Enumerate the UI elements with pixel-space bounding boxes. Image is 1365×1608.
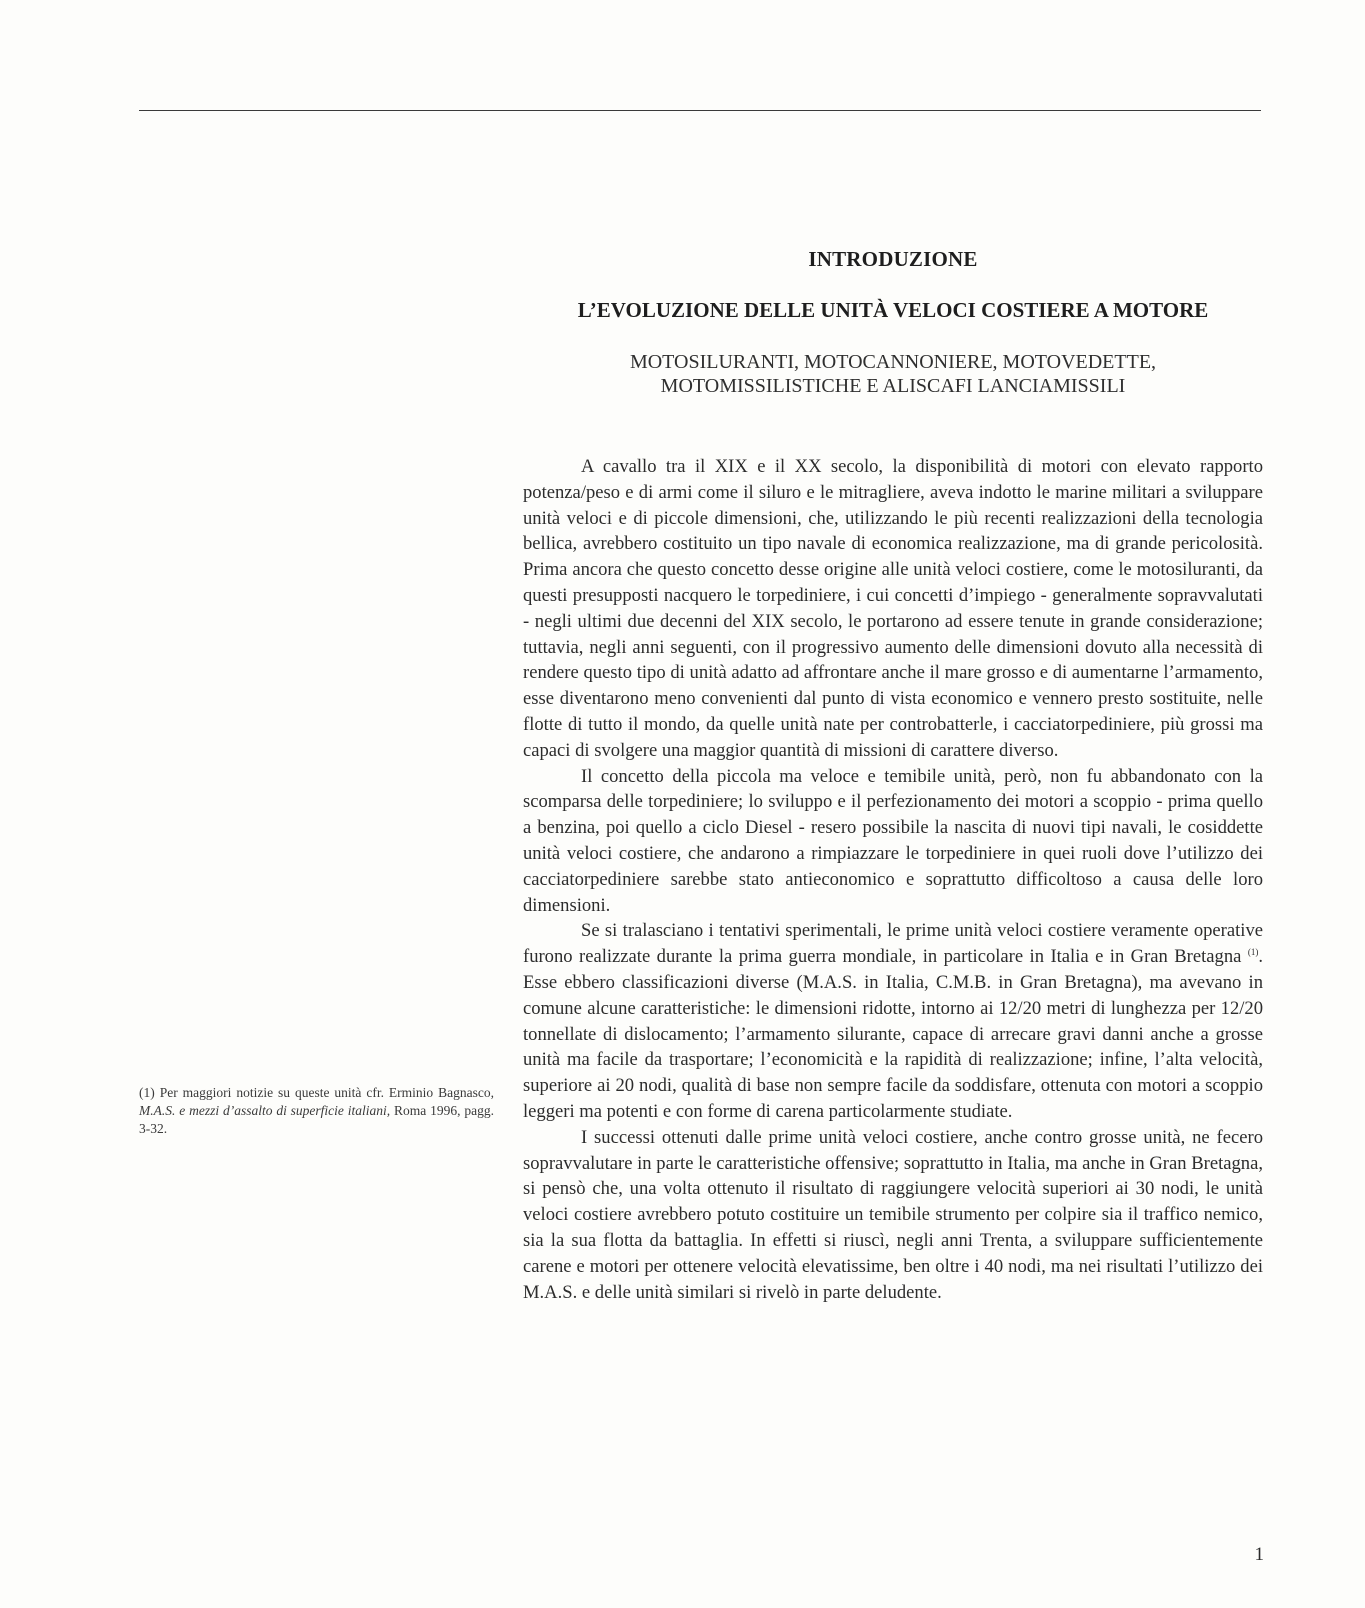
chapter-subtitle: L’EVOLUZIONE DELLE UNITÀ VELOCI COSTIERE A MOTORE <box>577 298 1209 322</box>
body-text <box>523 454 1263 1305</box>
footnote-suffix: Roma 1996, pagg. 3-32. <box>139 1103 494 1136</box>
paragraph-3-end: . Esse ebbero classificazioni diverse (M.A.S. in Italia, C.M.B. in Gran Bretagna), ma avevano in comune alcune caratteristiche: le dimensioni ridotte, intorno ai 12/20 metri di lunghezza per 12/20 tonnellate di dislocamento; l’armamento silurante, capace di arrecare gravi danni anche a grosse unità ma facile da trasportare; l’economicità e la rapidità di realizzazione; infine, l’alta velocità, superiore ai 20 nodi, qualità di base non sempre facile da soddisfare, ottenuta con motori a scoppio leggeri ma potenti e con forme di carena particolarmente studiate. <box>523 946 1264 1122</box>
footnote-reference: (1) <box>1247 947 1259 958</box>
subheading-line-1: MOTOSILURANTI, MOTOCANNONIERE, MOTOVEDETTE, <box>629 351 1157 373</box>
footnote-book-title: M.A.S. e mezzi d’assalto di superficie italiani, <box>139 1103 391 1118</box>
paragraph-3-start: Se si tralasciano i tentativi sperimentali, le prime unità veloci costiere veramente operative furono realizzate durante la prima guerra mondiale, in particolare in Italia e in Gran Bretagna <box>523 920 1263 968</box>
subheading-line-2: MOTOMISSILISTICHE E ALISCAFI LANCIAMISSILI <box>660 375 1126 397</box>
paragraph-1: A cavallo tra il XIX e il XX secolo, la disponibilità di motori con elevato rapporto potenza/peso e di armi come il siluro e le mitragliere, aveva indotto le marine militari a sviluppare unità veloci e di piccole dimensioni, che, utilizzando le più recenti realizzazioni della tecnologia bellica, avrebbero costituito un tipo navale di economica realizzazione, ma di grande pericolosità. Prima ancora che questo concetto desse origine alle unità veloci costiere, come le motosiluranti, da questi presupposti nacquero le torpediniere, i cui concetti d’impiego - generalmente sopravvalutati - negli ultimi due decenni del XIX secolo, le portarono ad essere tenute in grande considerazione; tuttavia, negli anni seguenti, con il progressivo aumento delle dimensioni dovuto alla necessità di rendere questo tipo di unità adatto ad affrontare anche il mare grosso e di aumentarne l’armamento, esse diventarono meno convenienti dal punto di vista economico e vennero presto sostituite, nelle flotte di tutto il mondo, da quelle unità nate per controbatterle, i cacciatorpediniere, più grossi ma capaci di svolgere una maggior quantità di missioni di carattere diverso. <box>523 456 1263 761</box>
footnote-prefix: (1) Per maggiori notizie su queste unità cfr. Erminio Bagnasco, <box>139 1085 494 1100</box>
section-title: INTRODUZIONE <box>808 247 978 271</box>
paragraph-2: Il concetto della piccola ma veloce e temibile unità, però, non fu abbandonato con la scomparsa delle torpediniere; lo sviluppo e il perfezionamento dei motori a scoppio - prima quello a benzina, poi quello a ciclo Diesel - resero possibile la nascita di nuovi tipi navali, le cosiddette unità veloci costiere, che andarono a rimpiazzare le torpediniere in quei ruoli dove l’utilizzo dei cacciatorpediniere sarebbe stato antieconomico e soprattutto difficoltoso a causa delle loro dimensioni. <box>523 765 1263 916</box>
chapter-subheading <box>523 350 1263 398</box>
page-number: 1 <box>1254 1544 1264 1565</box>
paragraph-4: I successi ottenuti dalle prime unità veloci costiere, anche contro grosse unità, ne fecero sopravvalutare in parte le caratteristiche offensive; soprattutto in Italia, ma anche in Gran Bretagna, si pensò che, una volta ottenuto il risultato di raggiungere velocità superiori ai 30 nodi, le unità veloci costiere avrebbero potuto costituire un temibile strumento per colpire sia il traffico nemico, sia la sua flotta da battaglia. In effetti si riuscì, negli anni Trenta, a sviluppare sufficientemente carene e motori per ottenere velocità elevatissime, ben oltre i 40 nodi, ma nei risultati l’utilizzo dei M.A.S. e delle unità similari si rivelò in parte deludente. <box>523 1126 1263 1303</box>
paragraph-3 <box>523 918 1263 1124</box>
footnote <box>139 1084 494 1138</box>
top-rule <box>139 110 1261 111</box>
